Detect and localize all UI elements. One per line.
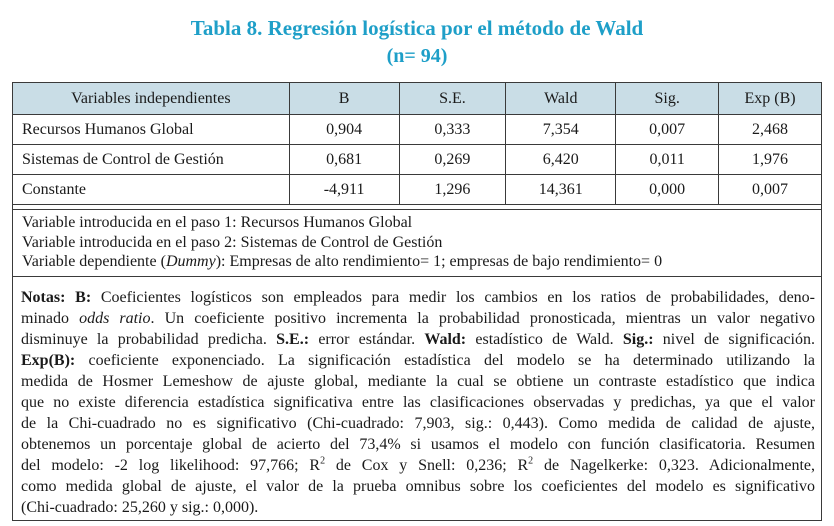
header-sig: Sig. bbox=[616, 83, 719, 115]
notes-line: Notas: B: Coeficientes logísticos son empleados para medir los cambios en los ratios de probabilidades, deno- bbox=[21, 289, 815, 306]
cell-b: 0,681 bbox=[289, 145, 399, 175]
table-title: Tabla 8. Regresión logística por el método de Wald bbox=[190, 16, 644, 40]
header-row bbox=[13, 83, 822, 115]
notes-line: que no existe diferencia estadística significativa entre las clasificaciones observadas y predichas, ya que el valor bbox=[21, 394, 815, 411]
header-wald: Wald bbox=[506, 83, 616, 115]
cell-variable: Recursos Humanos Global bbox=[13, 115, 290, 145]
cell-sig: 0,007 bbox=[616, 115, 719, 145]
cell-wald: 7,354 bbox=[506, 115, 616, 145]
cell-variable: Sistemas de Control de Gestión bbox=[13, 145, 290, 175]
notes-paragraph bbox=[21, 287, 815, 518]
cell-expb: 1,976 bbox=[719, 145, 822, 175]
cell-sig: 0,000 bbox=[616, 175, 719, 205]
notes-line: medida de Hosmer Lemeshow de ajuste global, mediante la cual se obtiene un contraste estadístico que indica bbox=[21, 373, 815, 390]
cell-variable: Constante bbox=[13, 175, 290, 205]
table-row bbox=[13, 145, 822, 175]
notes-line: del modelo: -2 log likelihood: 97,766; $R^2$ de Cox y Snell: 0,236; $R^2$ de Nagelkerke: 0,323. Adicionalmente, bbox=[21, 455, 815, 474]
notes-line: minado odds ratio. Un coeficiente positivo incrementa la probabilidad pronosticada, mientras un valor negativo bbox=[21, 310, 815, 327]
notes-line: obtenemos un porcentaje global de acierto del 73,4% si usamos el modelo con función clasificatoria. Resumen bbox=[21, 436, 815, 453]
table-row bbox=[13, 115, 822, 145]
notes-line: (Chi-cuadrado: 25,260 y sig.: 0,000). bbox=[21, 499, 259, 516]
cell-sig: 0,011 bbox=[616, 145, 719, 175]
header-variables: Variables independientes bbox=[13, 83, 290, 115]
cell-wald: 6,420 bbox=[506, 145, 616, 175]
step-1-text: Variable introducida en el paso 1: Recursos Humanos Global bbox=[22, 214, 413, 231]
table-row bbox=[13, 175, 822, 205]
cell-wald: 14,361 bbox=[506, 175, 616, 205]
cell-expb: 0,007 bbox=[719, 175, 822, 205]
dependent-variable-text: Variable dependiente (Dummy): Empresas de alto rendimiento= 1; empresas de bajo rendimiento= 0 bbox=[22, 253, 663, 270]
steps-box bbox=[12, 209, 822, 277]
cell-b: 0,904 bbox=[289, 115, 399, 145]
header-se: S.E. bbox=[399, 83, 506, 115]
cell-se: 0,333 bbox=[399, 115, 506, 145]
notes-line: disminuye la probabilidad predicha. S.E.: error estándar. Wald: estadístico de Wald. Sig.: nivel de significación. bbox=[21, 331, 815, 348]
regression-table bbox=[12, 82, 822, 205]
cell-se: 0,269 bbox=[399, 145, 506, 175]
cell-b: -4,911 bbox=[289, 175, 399, 205]
notes-line: como medida global de ajuste, el valor de la prueba omnibus sobre los coeficientes del modelo es significativo bbox=[21, 478, 815, 495]
notes-line: Exp(B): coeficiente exponenciado. La significación estadística del modelo se ha determinado utilizando la bbox=[21, 352, 815, 369]
cell-expb: 2,468 bbox=[719, 115, 822, 145]
header-b: B bbox=[289, 83, 399, 115]
step-2-text: Variable introducida en el paso 2: Sistemas de Control de Gestión bbox=[22, 233, 443, 251]
header-expb: Exp (B) bbox=[719, 83, 822, 115]
table-subtitle: (n= 94) bbox=[386, 45, 448, 67]
notes-line: de la Chi-cuadrado no es significativo (Chi-cuadrado: 7,903, sig.: 0,443). Como medida de calidad de ajuste, bbox=[21, 415, 815, 432]
cell-se: 1,296 bbox=[399, 175, 506, 205]
